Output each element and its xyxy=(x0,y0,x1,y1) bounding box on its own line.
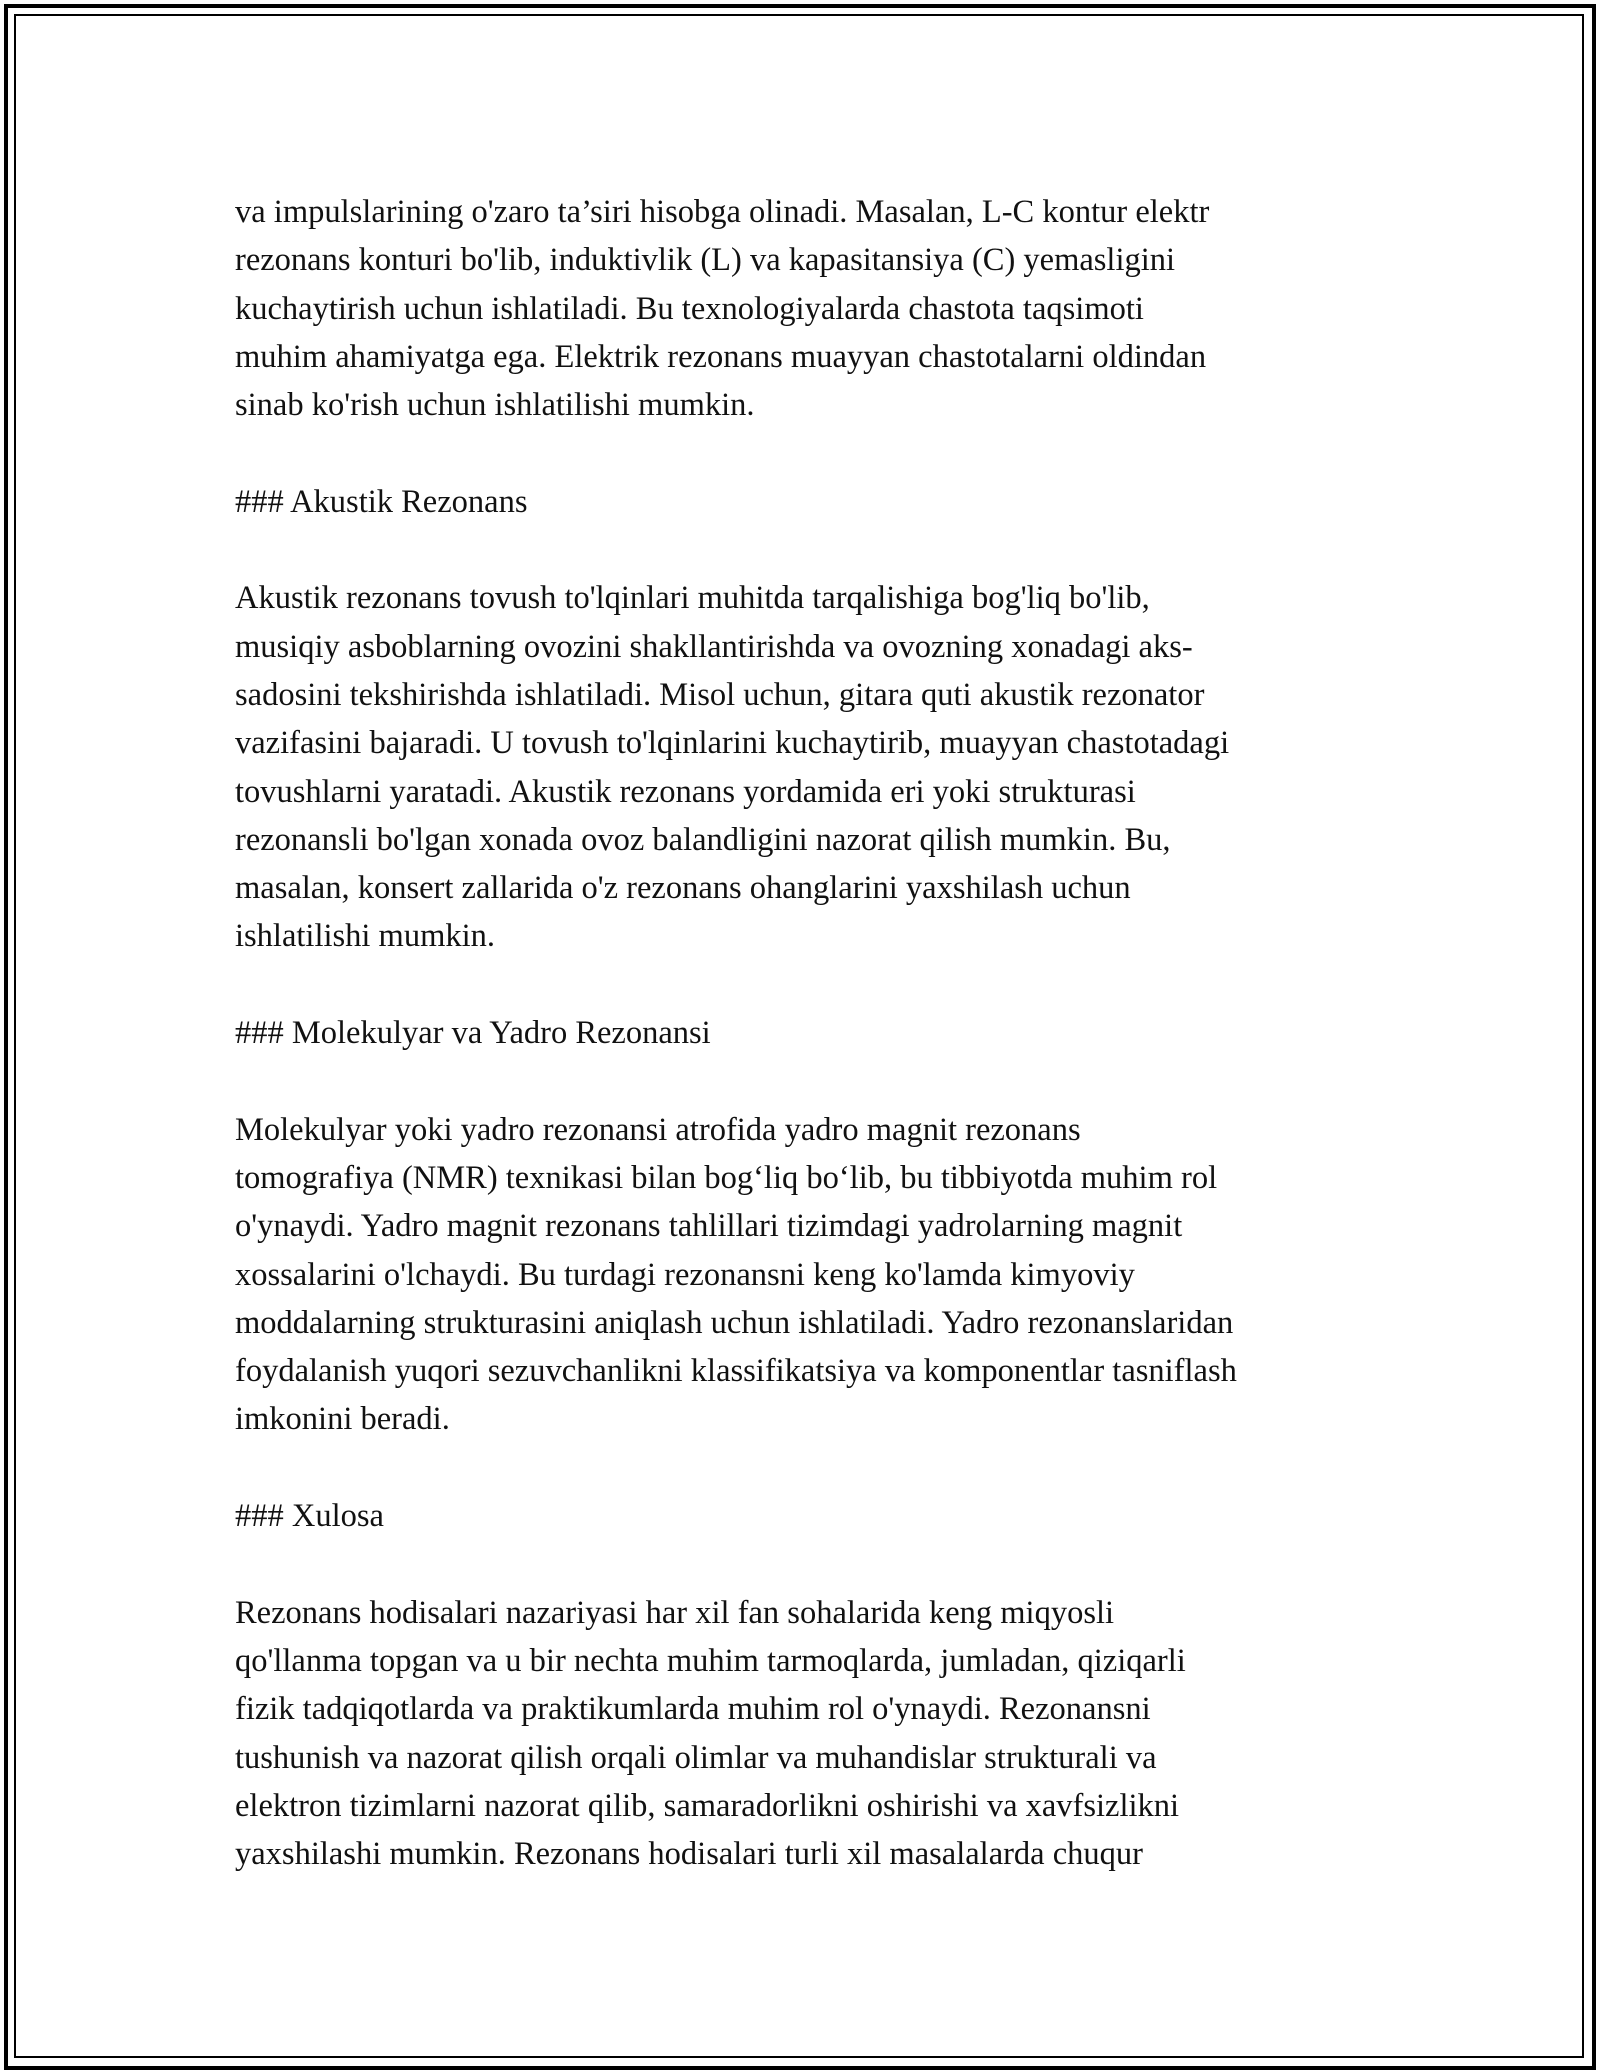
text-line: tushunish va nazorat qilish orqali olimlar va muhandislar strukturali va xyxy=(235,1739,1157,1776)
text-line: Rezonans hodisalari nazariyasi har xil fan sohalarida keng miqyosli xyxy=(235,1594,1115,1631)
text-line: ishlatilishi mumkin. xyxy=(235,918,496,955)
paragraph-molekulyar-yadro-rezonansi xyxy=(235,1106,1375,1444)
heading-xulosa: ### Xulosa xyxy=(235,1498,384,1535)
heading-molekulyar-yadro-rezonansi: ### Molekulyar va Yadro Rezonansi xyxy=(235,1015,711,1052)
text-line: rezonans konturi bo'lib, induktivlik (L) va kapasitansiya (C) yemasligini xyxy=(235,242,1176,279)
text-line: masalan, konsert zallarida o'z rezonans ohanglarini yaxshilash uchun xyxy=(235,870,1131,907)
text-line: kuchaytirish uchun ishlatiladi. Bu texnologiyalarda chastota taqsimoti xyxy=(235,290,1144,327)
text-line: imkonini beradi. xyxy=(235,1401,450,1438)
text-line: sinab ko'rish uchun ishlatilishi mumkin. xyxy=(235,387,755,424)
paragraph-xulosa xyxy=(235,1589,1375,1879)
text-line: rezonansli bo'lgan xonada ovoz balandligini nazorat qilish mumkin. Bu, xyxy=(235,821,1171,858)
text-line: elektron tizimlarni nazorat qilib, samaradorlikni oshirishi va xavfsizlikni xyxy=(235,1787,1180,1824)
text-line: o'ynaydi. Yadro magnit rezonans tahlillari tizimdagi yadrolarning magnit xyxy=(235,1208,1183,1245)
heading-akustik-rezonans: ### Akustik Rezonans xyxy=(235,483,528,520)
document-body xyxy=(235,188,1375,1927)
text-line: qo'llanma topgan va u bir nechta muhim tarmoqlarda, jumladan, qiziqarli xyxy=(235,1642,1186,1679)
text-line: tomografiya (NMR) texnikasi bilan bog‘liq bo‘lib, bu tibbiyotda muhim rol xyxy=(235,1159,1218,1196)
text-line: muhim ahamiyatga ega. Elektrik rezonans muayyan chastotalarni oldindan xyxy=(235,338,1207,375)
text-line: sadosini tekshirishda ishlatiladi. Misol uchun, gitara quti akustik rezonator xyxy=(235,676,1205,713)
text-line: foydalanish yuqori sezuvchanlikni klassifikatsiya va komponentlar tasniflash xyxy=(235,1353,1237,1390)
text-line: moddalarning strukturasini aniqlash uchun ishlatiladi. Yadro rezonanslaridan xyxy=(235,1304,1234,1341)
text-line: xossalarini o'lchaydi. Bu turdagi rezonansni keng ko'lamda kimyoviy xyxy=(235,1256,1135,1293)
text-line: Molekulyar yoki yadro rezonansi atrofida yadro magnit rezonans xyxy=(235,1111,1081,1148)
paragraph-electric-resonance xyxy=(235,188,1375,429)
text-line: musiqiy asboblarning ovozini shakllantirishda va ovozning xonadagi aks- xyxy=(235,628,1193,665)
text-line: va impulslarining o'zaro ta’siri hisobga olinadi. Masalan, L-C kontur elektr xyxy=(235,194,1210,230)
text-line: vazifasini bajaradi. U tovush to'lqinlarini kuchaytirib, muayyan chastotadagi xyxy=(235,725,1230,762)
text-line: Akustik rezonans tovush to'lqinlari muhitda tarqalishiga bog'liq bo'lib, xyxy=(235,580,1150,617)
paragraph-akustik-rezonans xyxy=(235,574,1375,960)
text-line: fizik tadqiqotlarda va praktikumlarda muhim rol o'ynaydi. Rezonansni xyxy=(235,1691,1151,1728)
text-line: yaxshilashi mumkin. Rezonans hodisalari turli xil masalalarda chuqur xyxy=(235,1836,1143,1873)
text-line: tovushlarni yaratadi. Akustik rezonans yordamida eri yoki strukturasi xyxy=(235,773,1136,810)
